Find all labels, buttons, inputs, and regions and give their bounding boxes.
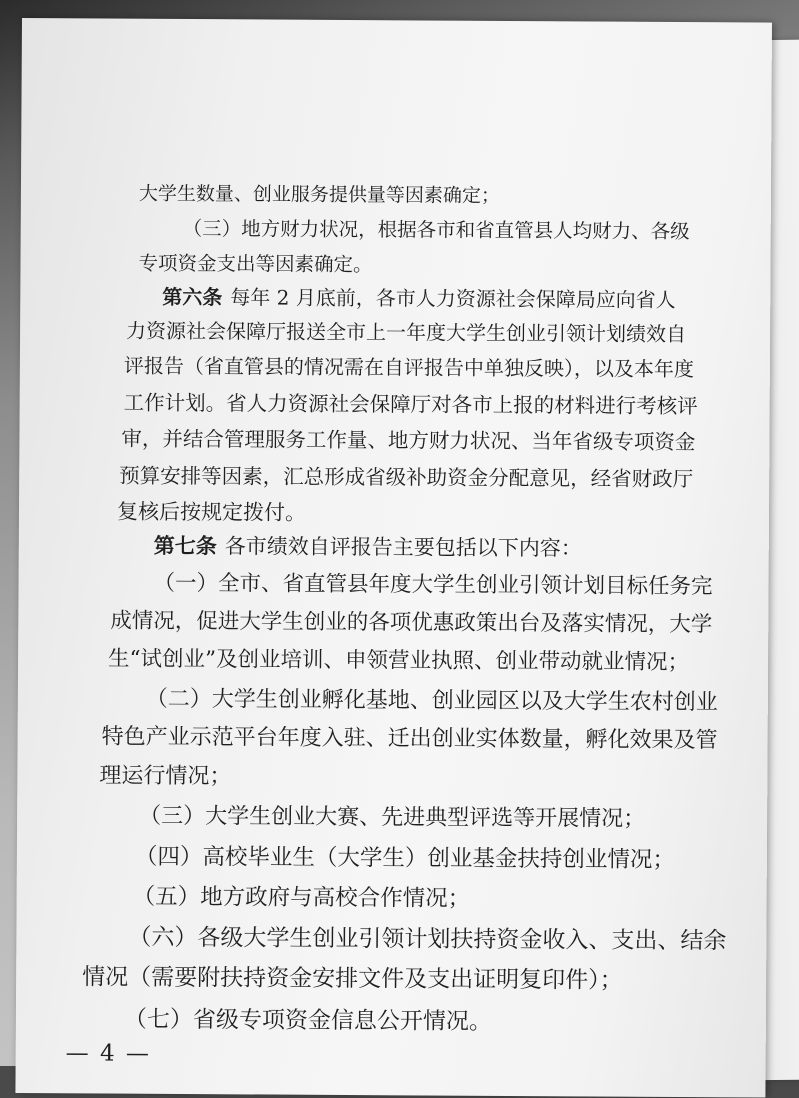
document-page <box>15 18 772 1098</box>
page-number: — 4 — <box>65 1040 152 1067</box>
text-line-14: 生“试创业”及创业培训、申领营业执照、创业带动就业情况； <box>108 646 690 676</box>
text-line-7: 工作计划。省人力资源社会保障厅对各市上报的材料进行考核评 <box>123 390 698 419</box>
text-line-10: 复核后按规定拨付。 <box>116 499 307 525</box>
text-line-13: 成情况，促进大学生创业的各项优惠政策出台及落实情况，大学 <box>110 608 713 638</box>
article-6-line <box>162 281 676 313</box>
text-line-16: 特色产业示范平台年度入驻、迁出创业实体数量，孵化效果及管 <box>101 724 718 754</box>
text-line-22: 情况（需要附扶持资金安排文件及支出证明复印件）； <box>82 964 623 994</box>
text-line-8: 审，并结合管理服务工作量、地方财力状况、当年省级专项资金 <box>121 426 696 455</box>
article-7-heading: 第七条 <box>153 532 217 559</box>
text-line-18: （三）大学生创业大赛、先进典型评选等开展情况； <box>139 803 646 832</box>
text-line-1: 大学生数量、创业服务提供量等因素确定； <box>138 182 501 207</box>
text-line-17: 理运行情况； <box>99 763 232 790</box>
article-7-text: 各市绩效自评报告主要包括以下内容： <box>224 534 582 561</box>
text-line-2: （三）地方财力状况，根据各市和省直管县人均财力、各级 <box>182 216 690 244</box>
text-line-9: 预算安排等因素，汇总形成省级补助资金分配意见，经省财政厅 <box>119 463 694 492</box>
text-line-12: （一）全市、省直管县年度大学生创业引领计划目标任务完 <box>153 570 713 600</box>
article-6-text: 每年 2 月底前，各市人力资源社会保障局应向省人 <box>230 285 676 312</box>
text-line-5: 力资源社会保障厅报送全市上一年度大学生创业引领计划绩效自 <box>126 318 687 347</box>
text-line-15: （二）大学生创业孵化基地、创业园区以及大学生农村创业 <box>145 686 718 716</box>
text-line-6: 评报告（省直管县的情况需在自评报告中单独反映），以及本年度 <box>123 353 694 382</box>
text-line-19: （四）高校毕业生（大学生）创业基金扶持创业情况； <box>134 843 675 874</box>
text-line-21: （六）各级大学生创业引领计划扶持资金收入、支出、结余 <box>128 924 727 955</box>
text-line-3: 专项资金支出等因素确定。 <box>138 251 373 277</box>
text-line-20: （五）地方政府与高校合作情况； <box>132 883 471 912</box>
article-7-line <box>154 530 582 563</box>
article-6-heading: 第六条 <box>162 284 223 310</box>
text-line-23: （七）省级专项资金信息公开情况。 <box>123 1006 492 1035</box>
